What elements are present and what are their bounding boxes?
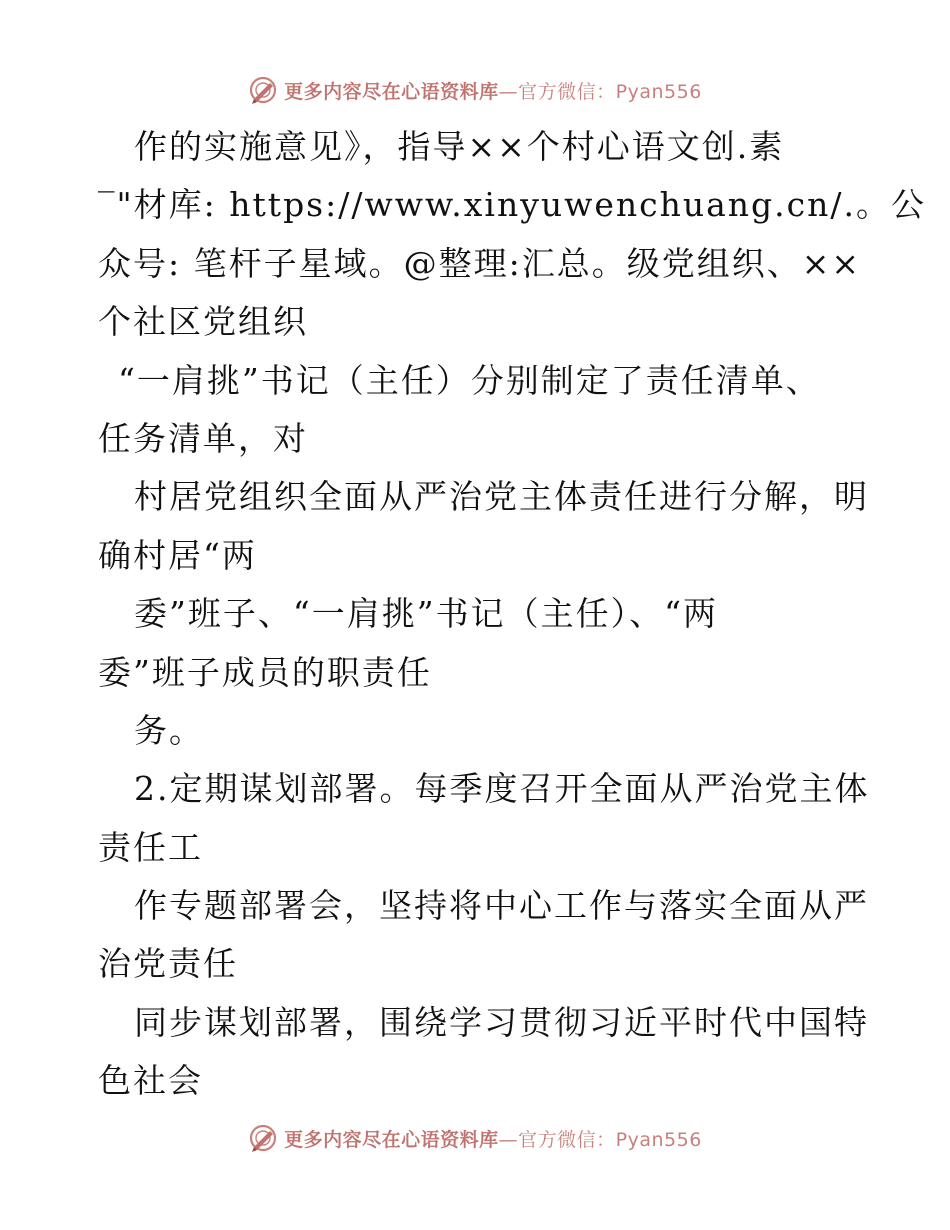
- footer-banner-text: [284, 1125, 702, 1152]
- body-line: 2.定期谋划部署。每季度召开全面从严治党主体: [134, 769, 870, 809]
- body-line: 任务清单，对: [98, 418, 308, 458]
- body-line: 确村居“两: [98, 535, 257, 575]
- body-line: 众号: 笔杆子星域。@整理:汇总。级党组织、××: [98, 243, 862, 283]
- footer-banner-bold: 更多内容尽在心语资料库: [284, 1128, 499, 1151]
- header-banner-text: [284, 77, 702, 104]
- body-line: 同步谋划部署，围绕学习贯彻习近平时代中国特: [134, 1002, 869, 1042]
- body-line: 委”班子成员的职责任: [98, 652, 432, 692]
- pen-circle-logo-icon: [248, 1123, 278, 1153]
- footer-banner-rest: —官方微信：Pyan556: [498, 1128, 702, 1151]
- header-banner-bold: 更多内容尽在心语资料库: [284, 80, 499, 103]
- body-line: 委”班子、“一肩挑”书记（主任）、“两: [134, 594, 718, 634]
- body-line: ‾"材库: https://www.xinyuwenchuang.cn/.。公: [98, 185, 927, 225]
- footer-banner: [0, 1118, 950, 1158]
- body-line: 务。: [134, 710, 204, 750]
- body-line: 作的实施意见》，指导××个村心语文创.素: [134, 127, 785, 166]
- document-body: [98, 118, 927, 1111]
- body-line: 作专题部署会，坚持将中心工作与落实全面从严: [134, 886, 869, 926]
- body-line: 村居党组织全面从严治党主体责任进行分解，明: [134, 477, 869, 517]
- header-banner-rest: —官方微信：Pyan556: [498, 80, 702, 103]
- body-line: 个社区党组织: [98, 302, 308, 342]
- body-line: “一肩挑”书记（主任）分别制定了责任清单、: [118, 360, 821, 400]
- pen-circle-logo-icon: [248, 75, 278, 105]
- body-line: 治党责任: [98, 944, 238, 984]
- header-banner: [0, 70, 950, 110]
- body-line: 色社会: [98, 1061, 203, 1101]
- body-line: 责任工: [98, 827, 203, 867]
